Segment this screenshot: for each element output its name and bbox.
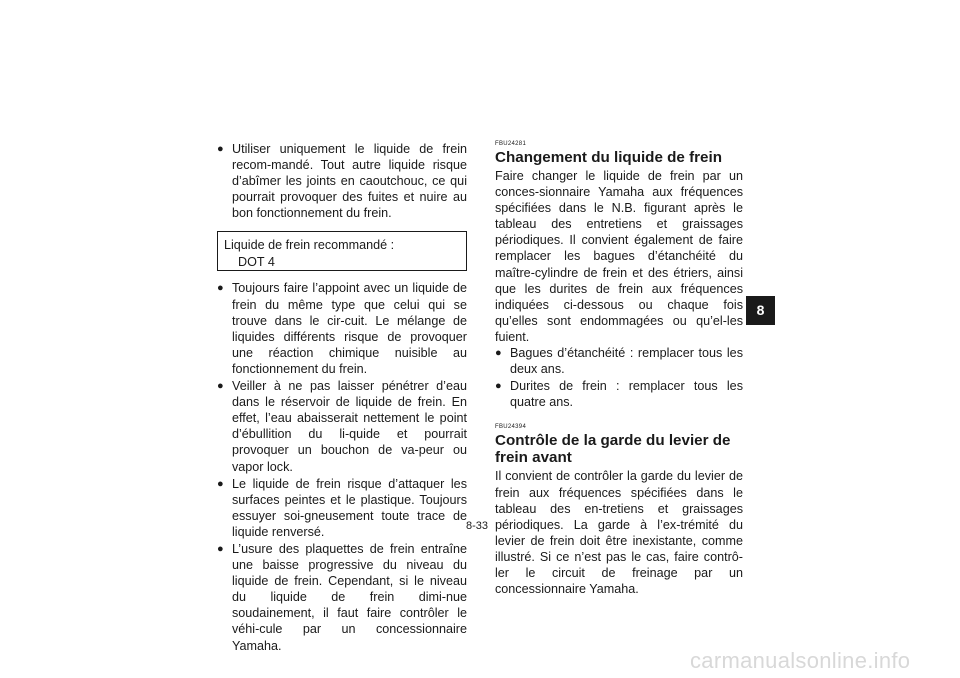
page-number: 8-33 — [466, 520, 489, 532]
bullet-dot-icon: ● — [495, 380, 502, 393]
bullet-dot-icon: ● — [495, 347, 502, 360]
bullet-text: Bagues d’étanchéité : remplacer tous les deux ans. — [510, 346, 743, 377]
chapter-tab: 8 — [746, 296, 775, 325]
bullet-item — [495, 378, 743, 410]
section-body: Il convient de contrôler la garde du levier de frein aux fréquences spécifiées dans le tableau des en-tretiens et graissages périodiques. La garde à l’ex-trémité du levier de frein doit être inexistante, comme illustré. Si ce n’est pas le cas, faire contrô-ler le circuit de freinage par un concessionnaire Yamaha. — [495, 469, 743, 597]
bullet-item — [217, 378, 467, 475]
section-code: FBU24281 — [495, 141, 527, 147]
left-column — [217, 141, 467, 655]
section-code: FBU24394 — [495, 424, 527, 431]
bullet-dot-icon: ● — [217, 542, 224, 555]
bullet-item — [217, 280, 467, 377]
watermark: carmanualsonline.info — [690, 648, 911, 673]
bullet-text: Durites de frein : remplacer tous les quatre ans. — [510, 379, 743, 410]
bullet-dot-icon: ● — [217, 143, 224, 155]
section-heading: Contrôle de la garde du levier de frein avant — [495, 432, 731, 467]
bullet-item — [217, 541, 467, 654]
recommended-fluid-box — [217, 231, 467, 271]
bullet-dot-icon: ● — [217, 282, 224, 295]
bullet-text: Utiliser uniquement le liquide de frein recom-mandé. Tout autre liquide risque d’abîmer les joints en caoutchouc, ce qui pourrait provoquer des fuites et nuire au bon fonctionnement du frein. — [232, 142, 467, 221]
bullet-dot-icon: ● — [217, 477, 224, 490]
bullet-text: L’usure des plaquettes de frein entraîne une baisse progressive du niveau du liquide de frein. Cependant, si le niveau du liquide de frein dimi-nue soudainement, il faut faire contrôler le véhi-cule par un concessionnaire Yamaha. — [232, 541, 467, 653]
section-body: Faire changer le liquide de frein par un conces-sionnaire Yamaha aux fréquences spécifiées dans le N.B. figurant après le tableau des entretiens et graissages périodiques. Il convient également de faire remplacer les bagues d’étanchéité du maître-cylindre de frein et des étriers, ainsi que les durites de frein aux fréquences indiquées ci-dessous ou chaque fois qu’elles sont endommagées ou qu’el-les fuient. — [495, 169, 743, 344]
bullet-item — [217, 141, 467, 221]
spec-label: Liquide de frein recommandé : — [224, 238, 395, 253]
bullet-text: Toujours faire l’appoint avec un liquide de frein du même type que celui qui se trouve dans le cir-cuit. Le mélange de liquides différents risque de provoquer une réaction chimique nuisible au fonctionnement du frein. — [232, 281, 467, 376]
spec-value: DOT 4 — [238, 254, 275, 269]
section-heading: Changement du liquide de frein — [495, 149, 722, 166]
bullet-item — [495, 345, 743, 377]
bullet-dot-icon: ● — [217, 380, 224, 393]
bullet-item — [217, 476, 467, 540]
right-column — [495, 141, 743, 597]
bullet-text: Le liquide de frein risque d’attaquer les surfaces peintes et le plastique. Toujours essuyer soi-gneusement toute trace de liquide renversé. — [232, 476, 467, 539]
bullet-text: Veiller à ne pas laisser pénétrer d’eau dans le réservoir de liquide de frein. En effet, l’eau abaisserait nettement le point d’ébullition du li-quide et pourrait provoquer un bouchon de va-peur ou vapor lock. — [232, 379, 467, 474]
